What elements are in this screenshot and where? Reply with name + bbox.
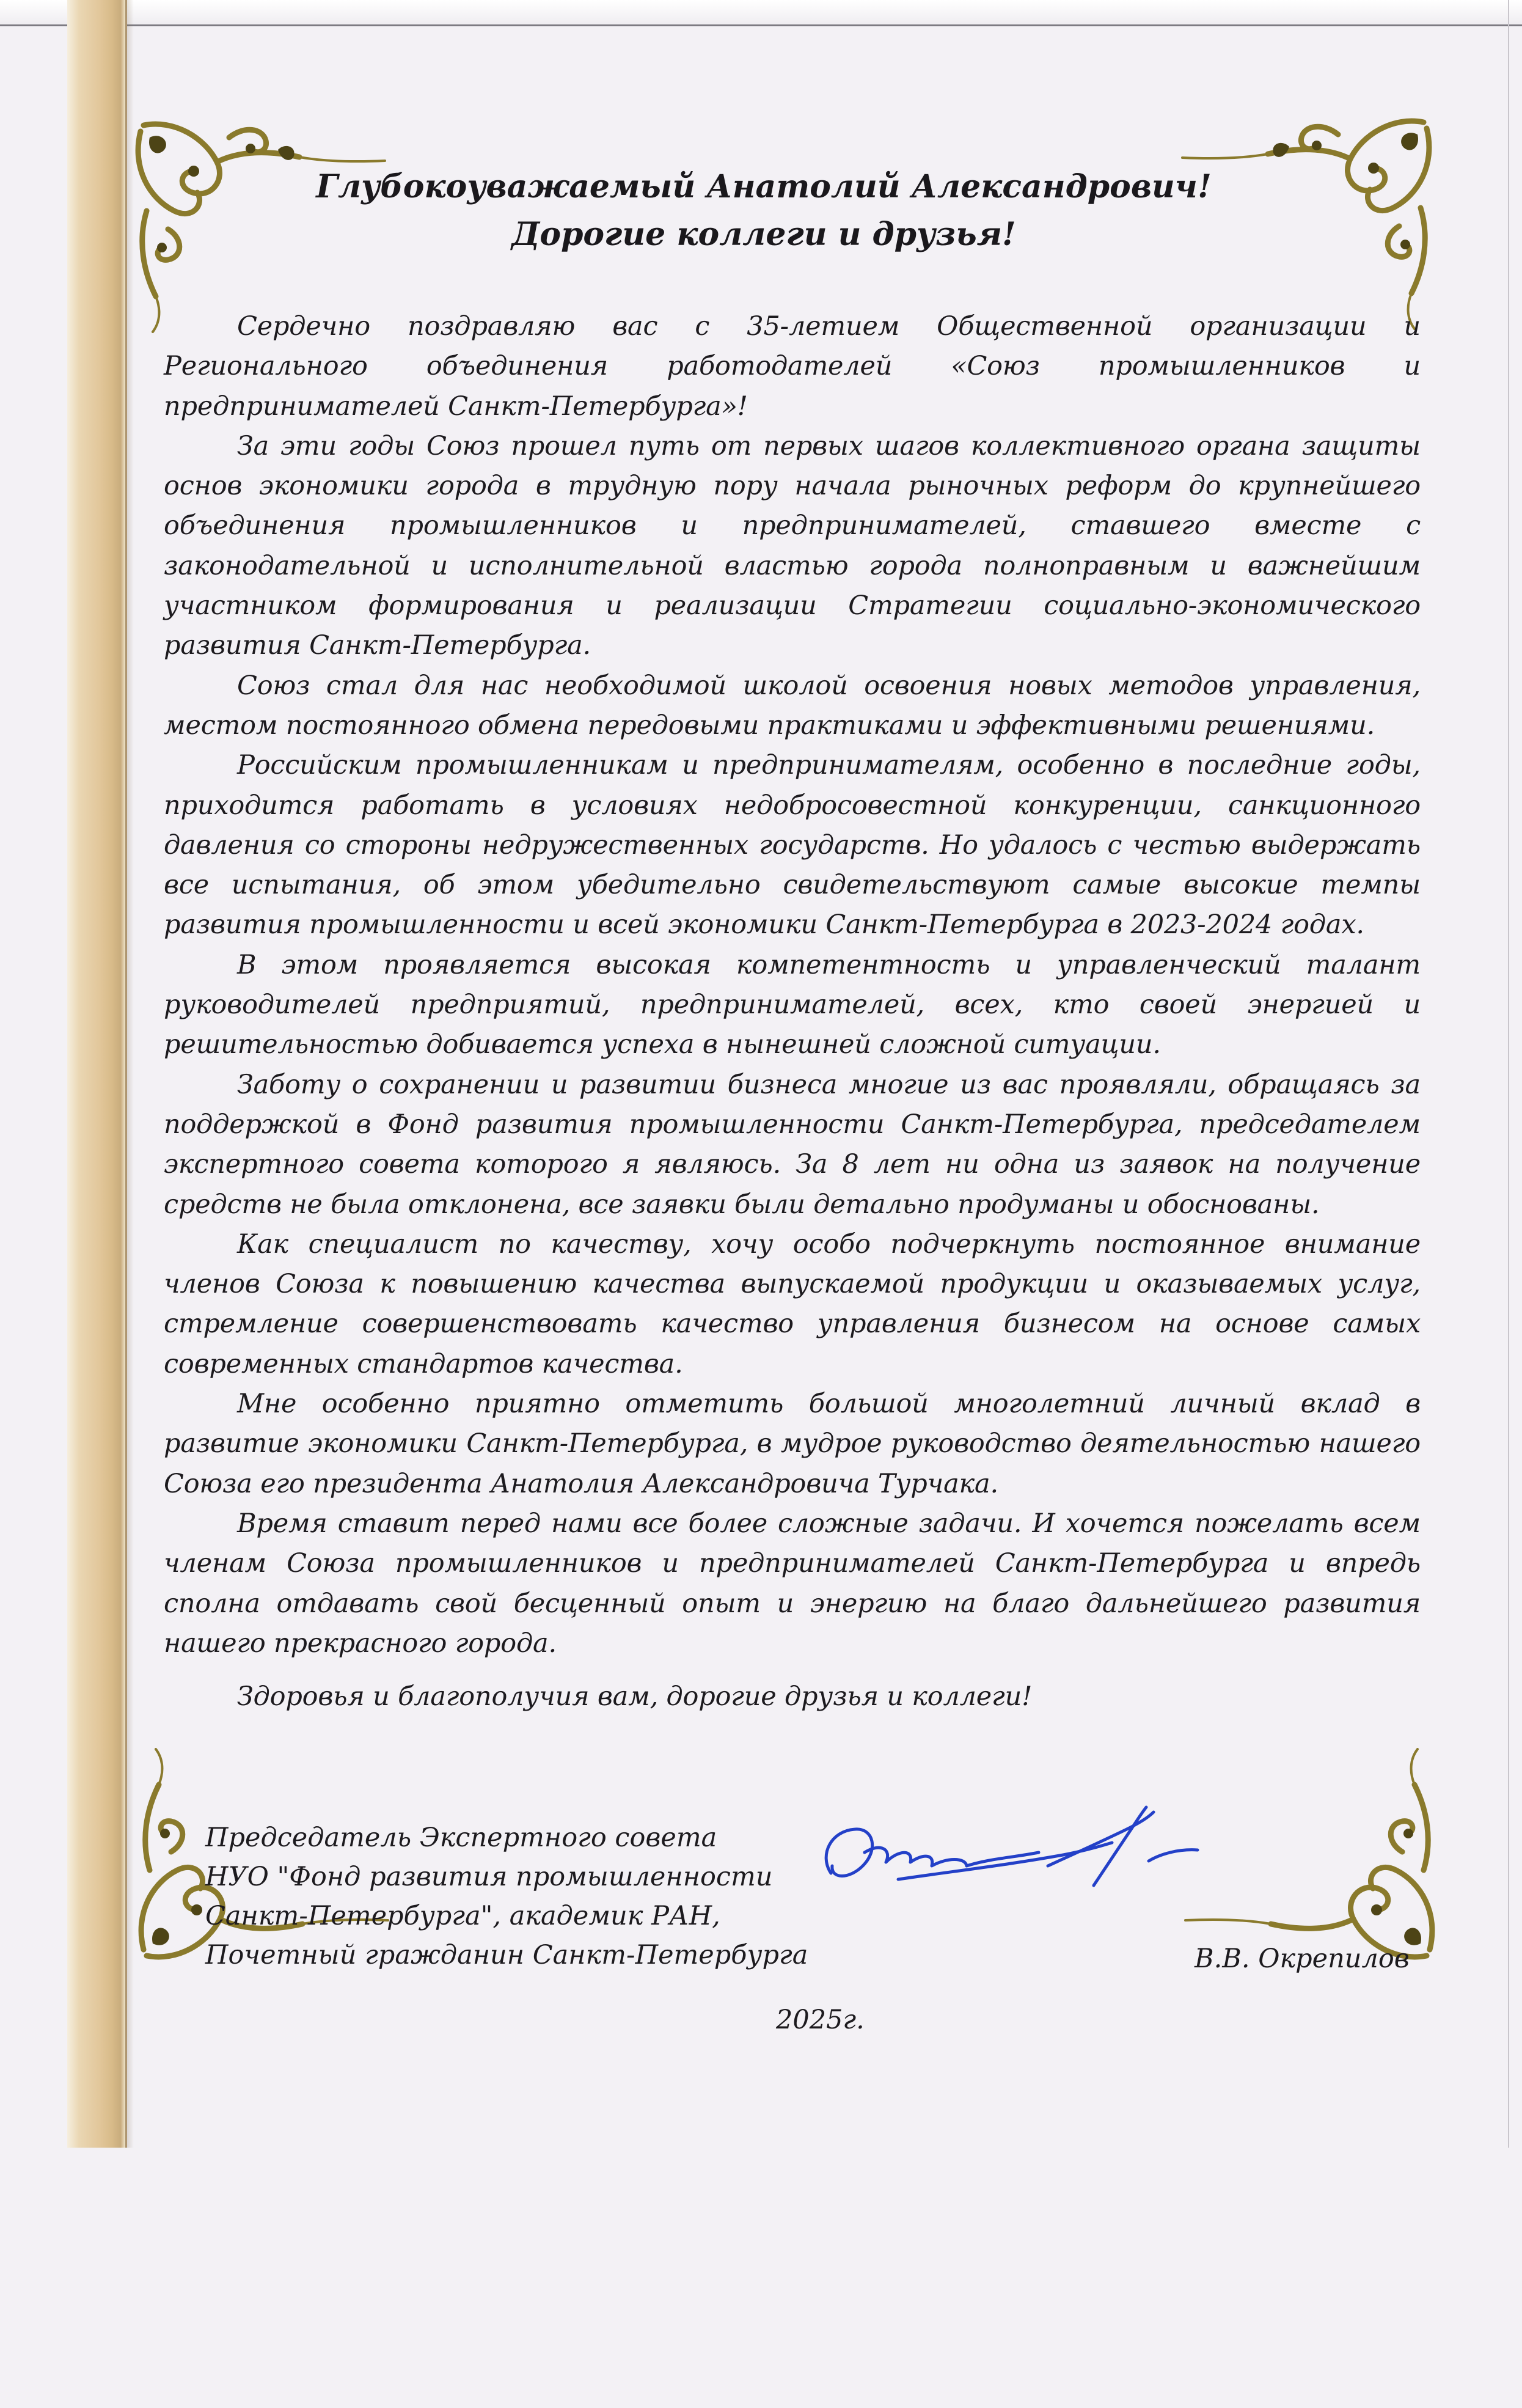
signatory-title-line: НУО "Фонд развития промышленности — [205, 1862, 773, 1892]
greeting-addressee: Глубокоуважаемый Анатолий Александрович! — [316, 168, 1212, 205]
page-top-edge — [0, 0, 1522, 26]
paragraph: Союз стал для нас необходимой школой освоения новых методов управления, местом постоянного обмена передовыми практиками и эффективными решениями. — [164, 670, 1421, 741]
paragraph: В этом проявляется высокая компетентность и управленческий талант руководителей предприятий, предпринимателей, всех, кто своей энергией и решительностью добивается успеха в нынешней сложной ситуации. — [164, 949, 1421, 1060]
signatory-title-line: Почетный гражданин Санкт-Петербурга — [205, 1940, 808, 1970]
signatory-title-line: Санкт-Петербурга", академик РАН, — [205, 1901, 720, 1931]
signer-name: В.В. Окрепилов — [1195, 1944, 1410, 1974]
paragraph: Российским промышленникам и предпринимателям, особенно в последние годы, приходится работать в условиях недобросовестной конкуренции, санкционного давления со стороны недружественных государств. Но удалось с честью выдержать все испытания, об этом убедительно свидетельствуют самые высокие темпы развития промышленности и всей экономики Санкт-Петербурга в 2023-2024 годах. — [164, 750, 1421, 941]
handwritten-signature — [807, 2261, 1246, 2408]
binding-strip — [67, 0, 127, 2148]
signature-shown — [807, 1794, 1246, 1940]
signatory-title — [205, 1818, 816, 1975]
paragraph: За эти годы Союз прошел путь от первых шагов коллективного органа защиты основ экономики города в трудную пору начала рыночных реформ до крупнейшего объединения промышленников и предпринимателей, ставшего вместе с законодательной и исполнительной властью города полноправным и важнейшим участником формирования и реализации Стратегии социально-экономического развития Санкт-Петербурга. — [164, 430, 1421, 661]
letter-body — [164, 307, 1421, 1717]
closing-wish: Здоровья и благополучия вам, дорогие друзья и коллеги! — [237, 1681, 1033, 1712]
greeting-colleagues: Дорогие коллеги и друзья! — [511, 216, 1016, 253]
paragraph: Мне особенно приятно отметить большой многолетний личный вклад в развитие экономики Санкт-Петербурга, в мудрое руководство деятельностью нашего Союза его президента Анатолия Александровича Турчака. — [164, 1389, 1421, 1499]
letter-date: 2025г. — [776, 2005, 865, 2035]
paragraph: Время ставит перед нами все более сложные задачи. И хочется пожелать всем членам Союза промышленников и предпринимателей Санкт-Петербурга и впредь сполна отдавать свой бесценный опыт и энергию на благо дальнейшего развития нашего прекрасного города. — [164, 1508, 1421, 1659]
page-right-edge — [1508, 0, 1509, 2148]
paragraph: Сердечно поздравляю вас с 35-летием Общественной организации и Регионального объединения работодателей «Союз промышленников и предпринимателей Санкт-Петербурга»! — [164, 311, 1421, 422]
signatory-title-line: Председатель Экспертного совета — [205, 1823, 717, 1853]
paragraph: Как специалист по качеству, хочу особо подчеркнуть постоянное внимание членов Союза к повышению качества выпускаемой продукции и оказываемых услуг, стремление совершенствовать качество управления бизнесом на основе самых современных стандартов качества. — [164, 1228, 1421, 1379]
paragraph: Заботу о сохранении и развитии бизнеса многие из вас проявляли, обращаясь за поддержкой в Фонд развития промышленности Санкт-Петербурга, председателем экспертного совета которого я являюсь. За 8 лет ни одна из заявок на получение средств не была отклонена, все заявки были детально продуманы и обоснованы. — [164, 1069, 1421, 1220]
